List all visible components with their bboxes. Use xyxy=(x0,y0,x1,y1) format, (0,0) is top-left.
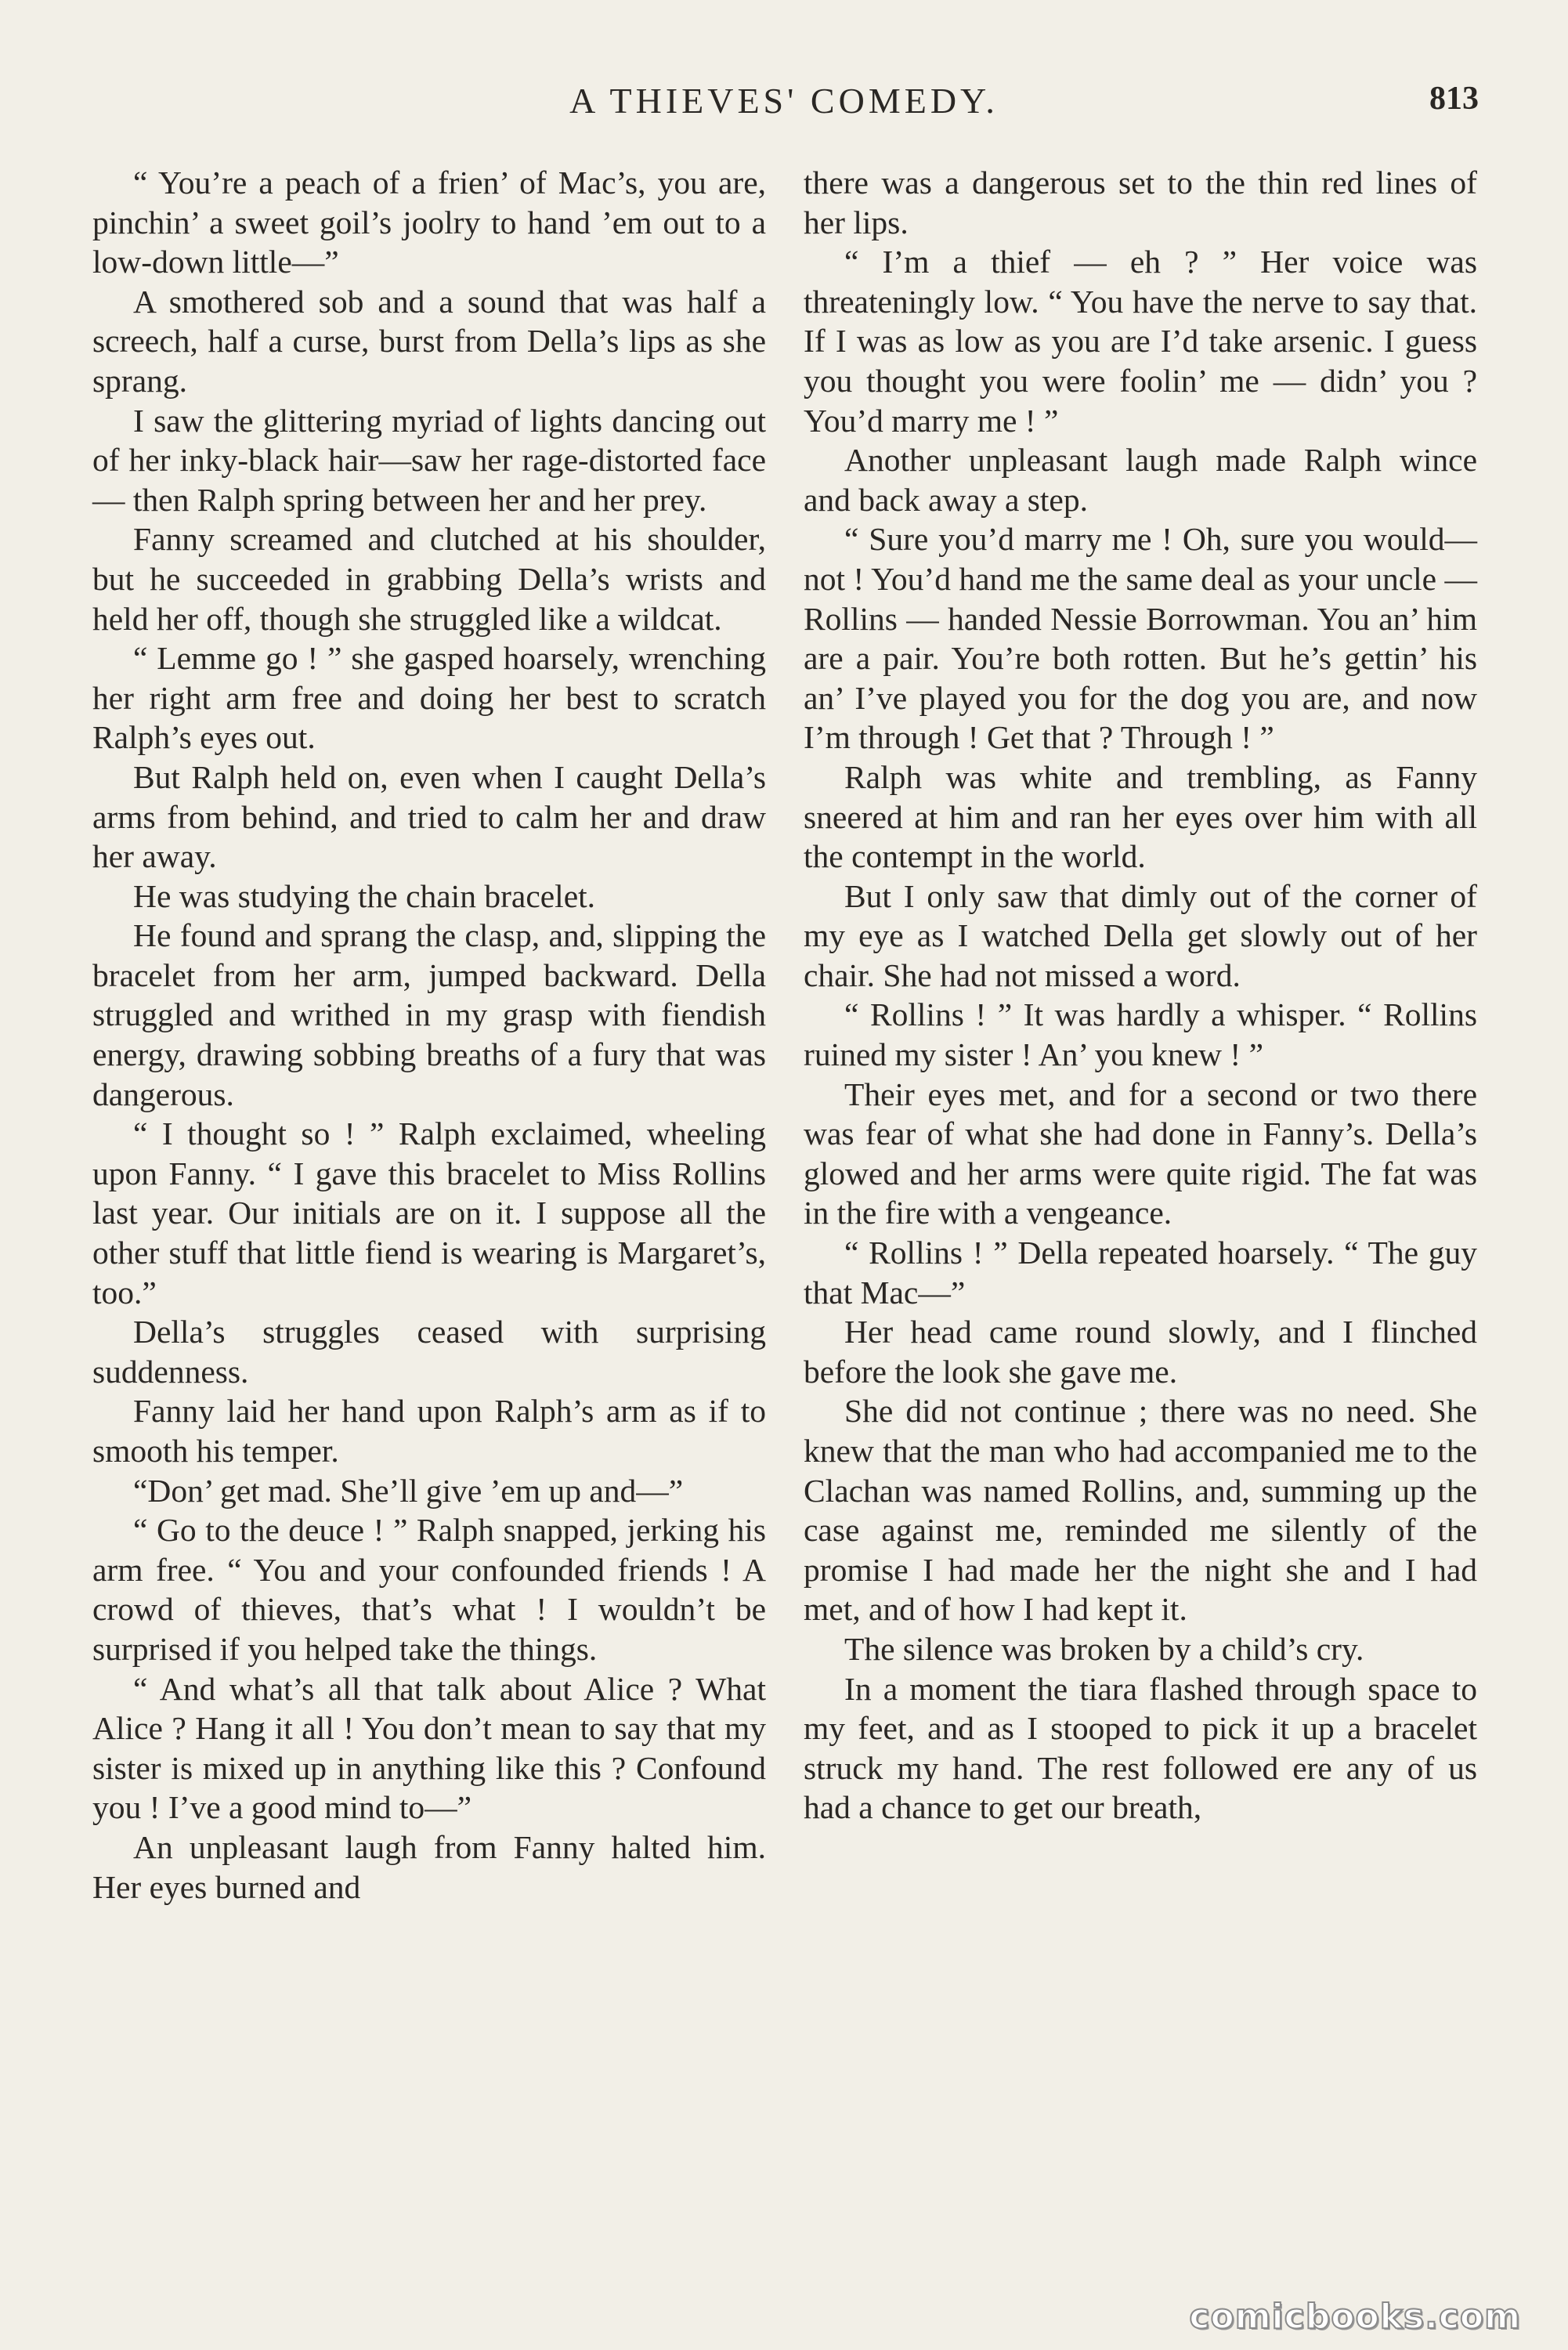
paragraph: Della’s struggles ceased with surprising suddenness. xyxy=(92,1314,766,1390)
paragraph: Fanny laid her hand upon Ralph’s arm as if to smooth his temper. xyxy=(92,1393,766,1469)
running-title: A THIEVES' COMEDY. xyxy=(569,81,999,121)
paragraph: “ And what’s all that talk about Alice ? What Alice ? Hang it all ! You don’t mean to say that my sister is mixed up in anything like this ? Confound you ! I’ve a good mind to—” xyxy=(92,1670,766,1826)
paragraph: “ Lemme go ! ” she gasped hoarsely, wrenching her right arm free and doing her best to scratch Ralph’s eyes out. xyxy=(92,640,766,756)
paragraph: But I only saw that dimly out of the corner of my eye as I watched Della get slowly out of her chair. She had not missed a word. xyxy=(804,877,1477,993)
paragraph: But Ralph held on, even when I caught Della’s arms from behind, and tried to calm her and draw her away. xyxy=(92,758,766,875)
paragraph: Her head came round slowly, and I flinched before the look she gave me. xyxy=(804,1314,1477,1390)
paragraph: A smothered sob and a sound that was half a screech, half a curse, burst from Della’s lips as she sprang. xyxy=(92,283,766,399)
right-column xyxy=(804,163,1477,1828)
paragraph: An unpleasant laugh from Fanny halted him. Her eyes burned and xyxy=(92,1828,766,1905)
paragraph: She did not continue ; there was no need. She knew that the man who had accompanied me to the Clachan was named Rollins, and, summing up the case against me, reminded me silently of the promise I had made her the night she and I had met, and of how I had kept it. xyxy=(804,1393,1477,1628)
paragraph: “ I’m a thief — eh ? ” Her voice was threateningly low. “ You have the nerve to say that. If I was as low as you are I’d take arsenic. I guess you thought you were foolin’ me — didn’ you ? You’d marry me ! ” xyxy=(804,244,1477,439)
page-header xyxy=(0,75,1568,130)
paragraph: “ You’re a peach of a frien’ of Mac’s, you are, pinchin’ a sweet goil’s joolry to hand ’em out to a low-down little—” xyxy=(92,164,766,280)
paragraph: “ I thought so ! ” Ralph exclaimed, wheeling upon Fanny. “ I gave this bracelet to Miss Rollins last year. Our initials are on it. I suppose all the other stuff that little fiend is wearing is Margaret’s, too.” xyxy=(92,1115,766,1311)
watermark: comicbooks.com xyxy=(1189,2297,1521,2337)
paragraph: “ Sure you’d marry me ! Oh, sure you would—not ! You’d hand me the same deal as your uncle — Rollins — handed Nessie Borrowman. You an’ him are a pair. You’re both rotten. But he’s gettin’ his an’ I’ve played you for the dog you are, and now I’m through ! Get that ? Through ! ” xyxy=(804,521,1477,756)
paragraph: “ Go to the deuce ! ” Ralph snapped, jerking his arm free. “ You and your confounded friends ! A crowd of thieves, that’s what ! I wouldn’t be surprised if you helped take the things. xyxy=(92,1512,766,1667)
left-column xyxy=(92,163,766,1907)
paragraph: Another unpleasant laugh made Ralph wince and back away a step. xyxy=(804,442,1477,518)
paragraph: “ Rollins ! ” Della repeated hoarsely. “ The guy that Mac—” xyxy=(804,1235,1477,1311)
paragraph: The silence was broken by a child’s cry. xyxy=(844,1630,1364,1667)
page-number: 813 xyxy=(1429,81,1479,117)
paragraph: He was studying the chain bracelet. xyxy=(133,877,596,914)
paragraph: I saw the glittering myriad of lights dancing out of her inky-black hair—saw her rage-distorted face — then Ralph spring between her and her prey. xyxy=(92,402,766,518)
paragraph: He found and sprang the clasp, and, slipping the bracelet from her arm, jumped backward. Della struggled and writhed in my grasp with fiendish energy, drawing sobbing breaths of a fury that was dangerous. xyxy=(92,917,766,1112)
paragraph-continued: there was a dangerous set to the thin red lines of her lips. xyxy=(804,164,1477,240)
paragraph: Fanny screamed and clutched at his shoulder, but he succeeded in grabbing Della’s wrists and held her off, though she struggled like a wildcat. xyxy=(92,521,766,637)
paragraph: “Don’ get mad. She’ll give ’em up and—” xyxy=(133,1472,684,1509)
paragraph: Ralph was white and trembling, as Fanny sneered at him and ran her eyes over him with all the contempt in the world. xyxy=(804,758,1477,875)
paragraph: “ Rollins ! ” It was hardly a whisper. “ Rollins ruined my sister ! An’ you knew ! ” xyxy=(804,996,1477,1073)
paragraph: Their eyes met, and for a second or two there was fear of what she had done in Fanny’s. Della’s glowed and her arms were quite rigid. The fat was in the fire with a vengeance. xyxy=(804,1076,1477,1231)
paragraph: In a moment the tiara flashed through space to my feet, and as I stooped to pick it up a bracelet struck my hand. The rest followed ere any of us had a chance to get our breath, xyxy=(804,1670,1477,1826)
